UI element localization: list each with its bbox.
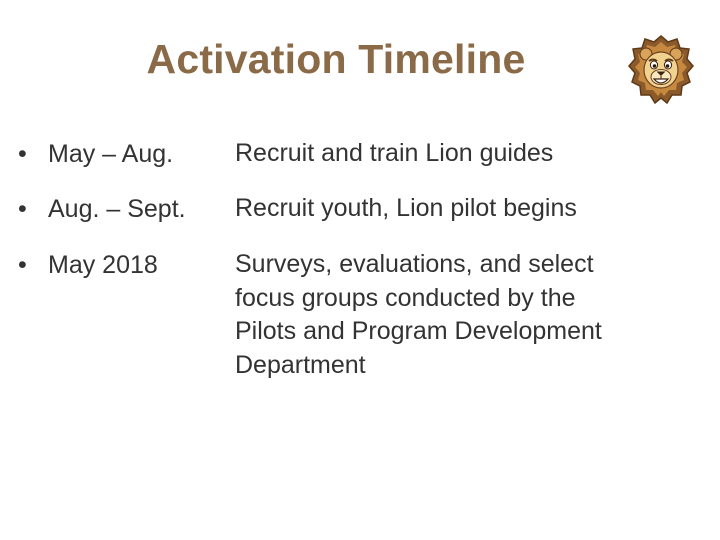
timeline-date: May – Aug.	[48, 140, 174, 168]
bullet: •	[18, 195, 27, 223]
timeline-date: May 2018	[48, 251, 158, 279]
timeline-date: Aug. – Sept.	[48, 195, 186, 223]
timeline-description: Recruit youth, Lion pilot begins	[235, 194, 577, 222]
slide-title: Activation Timeline	[146, 36, 526, 82]
timeline-description: Recruit and train Lion guides	[235, 139, 554, 167]
bullet: •	[18, 251, 27, 279]
bullet: •	[18, 140, 27, 168]
lion-mascot-icon	[628, 34, 694, 106]
timeline-description: Surveys, evaluations, and select focus groups conducted by the Pilots and Program Development Department	[235, 250, 602, 379]
